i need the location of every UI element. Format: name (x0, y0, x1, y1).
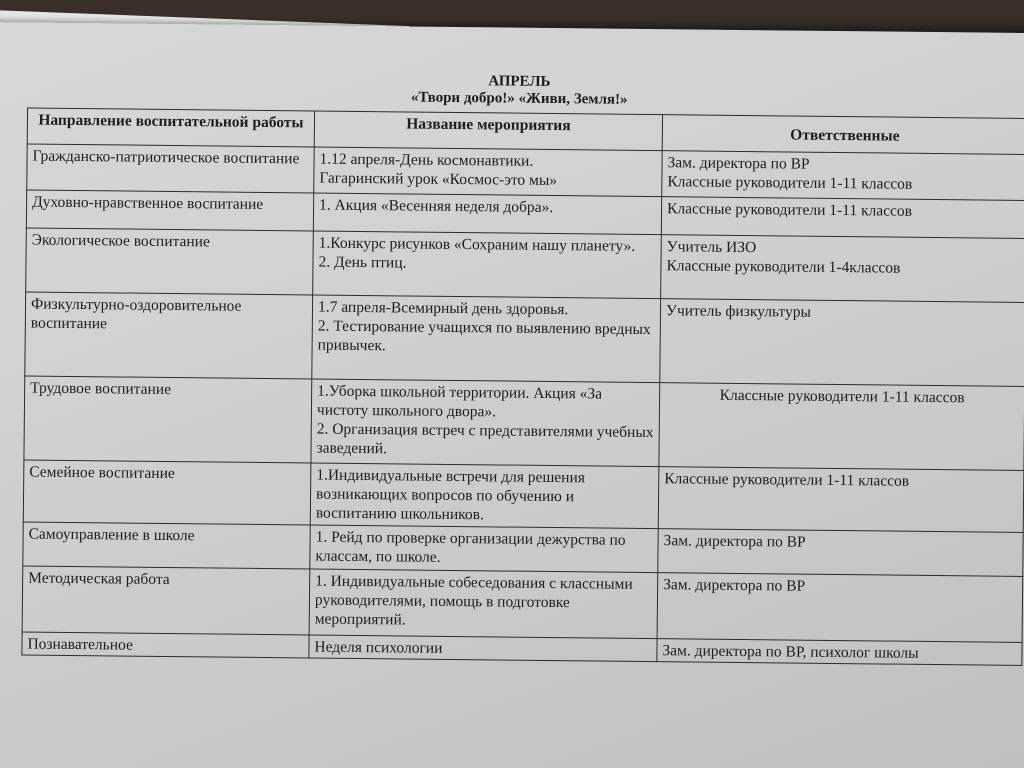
cell-responsible: Классные руководители 1-11 классов (661, 197, 1024, 239)
paper-sheet (0, 22, 1024, 768)
cell-direction: Экологическое воспитание (26, 228, 314, 295)
cell-event: 1. Индивидуальные собеседования с классными руководителями, помощь в подготовке мероприятий. (309, 569, 658, 639)
cell-responsible: Зам. директора по ВР, психолог школы (657, 639, 1022, 666)
table-row (23, 460, 1024, 532)
header-responsible: Ответственные (662, 115, 1024, 155)
cell-responsible: Классные руководители 1-11 классов (659, 383, 1024, 471)
cell-direction: Познавательное (22, 632, 309, 658)
cell-direction: Методическая работа (22, 566, 310, 635)
cell-direction: Самоуправление в школе (23, 522, 310, 569)
document-subtitle: «Твори добро!» «Живи, Земля!» (410, 89, 628, 108)
cell-event: 1.7 апреля-Всемирный день здоровья. 2. Тестирование учащихся по выявлению вредных привычек. (312, 295, 661, 383)
document-title: АПРЕЛЬ (488, 73, 551, 90)
table-row (24, 376, 1024, 470)
cell-responsible: Учитель физкультуры (660, 299, 1024, 387)
cell-direction: Духовно-нравственное воспитание (26, 190, 313, 231)
cell-responsible: Учитель ИЗО Классные руководители 1-4классов (661, 235, 1024, 303)
cell-event: 1. Акция «Весенняя неделя добра». (313, 193, 661, 235)
plan-table (21, 107, 1024, 665)
header-event: Название мероприятия (314, 111, 662, 151)
table-row (22, 566, 1023, 642)
header-direction: Направление воспитательной работы (27, 108, 314, 147)
cell-responsible: Зам. директора по ВР (657, 573, 1023, 643)
cell-event: 1.12 апреля-День космонавтики. Гагаринский урок «Космос-это мы» (314, 147, 662, 197)
cell-responsible: Зам. директора по ВР Классные руководители 1-11 классов (662, 151, 1024, 201)
cell-direction: Физкультурно-оздоровительное воспитание (25, 292, 313, 379)
cell-event: Неделя психологии (309, 635, 657, 662)
cell-event: 1. Рейд по проверке организации дежурства по классам, по школе. (310, 525, 658, 573)
table-row (26, 228, 1024, 302)
cell-direction: Гражданско-патриотическое воспитание (27, 144, 314, 193)
cell-event: 1.Индивидуальные встречи для решения возникающих вопросов по обучению и воспитанию школьников. (310, 463, 659, 529)
cell-event: 1.Конкурс рисунков «Сохраним нашу планету». 2. День птиц. (313, 231, 662, 299)
cell-responsible: Классные руководители 1-11 классов (658, 467, 1024, 533)
document-heading (0, 68, 1024, 113)
cell-event: 1.Уборка школьной территории. Акция «За чистоту школьного двора». 2. Организация встреч с представителями учебных заведений. (311, 379, 660, 467)
cell-responsible: Зам. директора по ВР (658, 529, 1023, 577)
table-row (25, 292, 1024, 386)
cell-direction: Семейное воспитание (23, 460, 311, 525)
cell-direction: Трудовое воспитание (24, 376, 312, 463)
